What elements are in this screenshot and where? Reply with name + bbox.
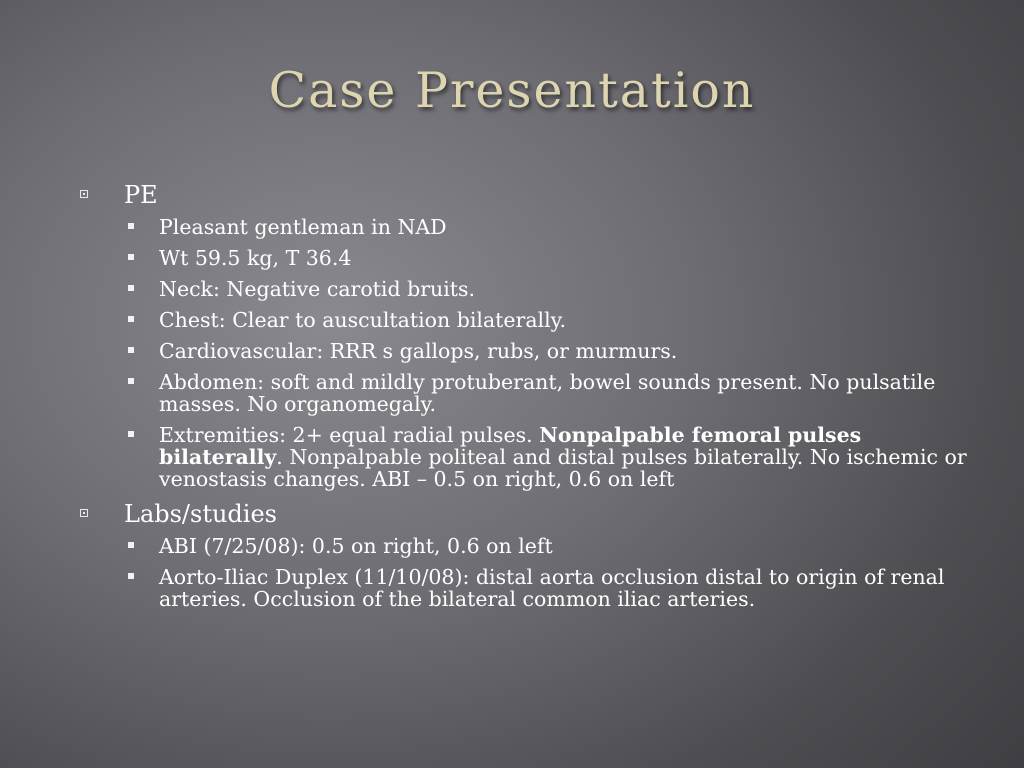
list-item-text-pre: Extremities: 2+ equal radial pulses. bbox=[159, 423, 540, 447]
slide-title: Case Presentation bbox=[268, 62, 756, 119]
section-heading-labs bbox=[80, 499, 980, 529]
bullet-icon bbox=[128, 285, 134, 291]
list-item-text: Chest: Clear to auscultation bilaterally. bbox=[159, 308, 567, 332]
list-item bbox=[159, 566, 969, 610]
bullet-icon bbox=[128, 316, 134, 322]
section-heading-label: PE bbox=[124, 181, 158, 209]
square-bullet-icon bbox=[80, 509, 88, 517]
section-heading-pe bbox=[80, 180, 980, 210]
slide-body bbox=[80, 180, 980, 619]
list-item-text: Cardiovascular: RRR s gallops, rubs, or murmurs. bbox=[159, 339, 678, 363]
list-item bbox=[159, 278, 969, 300]
list-item-text-post: . Nonpalpable politeal and distal pulses bilaterally. No ischemic or venostasis changes. ABI – 0.5 on right, 0.6 on left bbox=[159, 445, 967, 491]
list-item bbox=[159, 371, 969, 415]
bullet-icon bbox=[128, 254, 134, 260]
list-item bbox=[159, 247, 969, 269]
list-item-text: Neck: Negative carotid bruits. bbox=[159, 277, 476, 301]
list-item bbox=[159, 309, 969, 331]
section-heading-label: Labs/studies bbox=[124, 500, 277, 528]
list-item bbox=[159, 535, 969, 557]
square-bullet-icon bbox=[80, 190, 88, 198]
list-item-text-bold: Nonpalpable femoral pulses bilaterally bbox=[159, 423, 862, 469]
bullet-icon bbox=[128, 573, 134, 579]
list-item-text: Aorto-Iliac Duplex (11/10/08): distal aorta occlusion distal to origin of renal arteries. Occlusion of the bilateral common iliac arteries. bbox=[159, 565, 945, 611]
list-item-text: Pleasant gentleman in NAD bbox=[159, 215, 447, 239]
bullet-icon bbox=[128, 378, 134, 384]
bullet-icon bbox=[128, 542, 134, 548]
list-item bbox=[159, 340, 969, 362]
list-item bbox=[159, 216, 969, 238]
list-item-text: Wt 59.5 kg, T 36.4 bbox=[159, 246, 352, 270]
list-item-text: Abdomen: soft and mildly protuberant, bowel sounds present. No pulsatile masses. No organomegaly. bbox=[159, 370, 936, 416]
list-item bbox=[159, 424, 969, 490]
bullet-icon bbox=[128, 431, 134, 437]
list-item-text: ABI (7/25/08): 0.5 on right, 0.6 on left bbox=[159, 534, 553, 558]
bullet-icon bbox=[128, 347, 134, 353]
bullet-icon bbox=[128, 223, 134, 229]
